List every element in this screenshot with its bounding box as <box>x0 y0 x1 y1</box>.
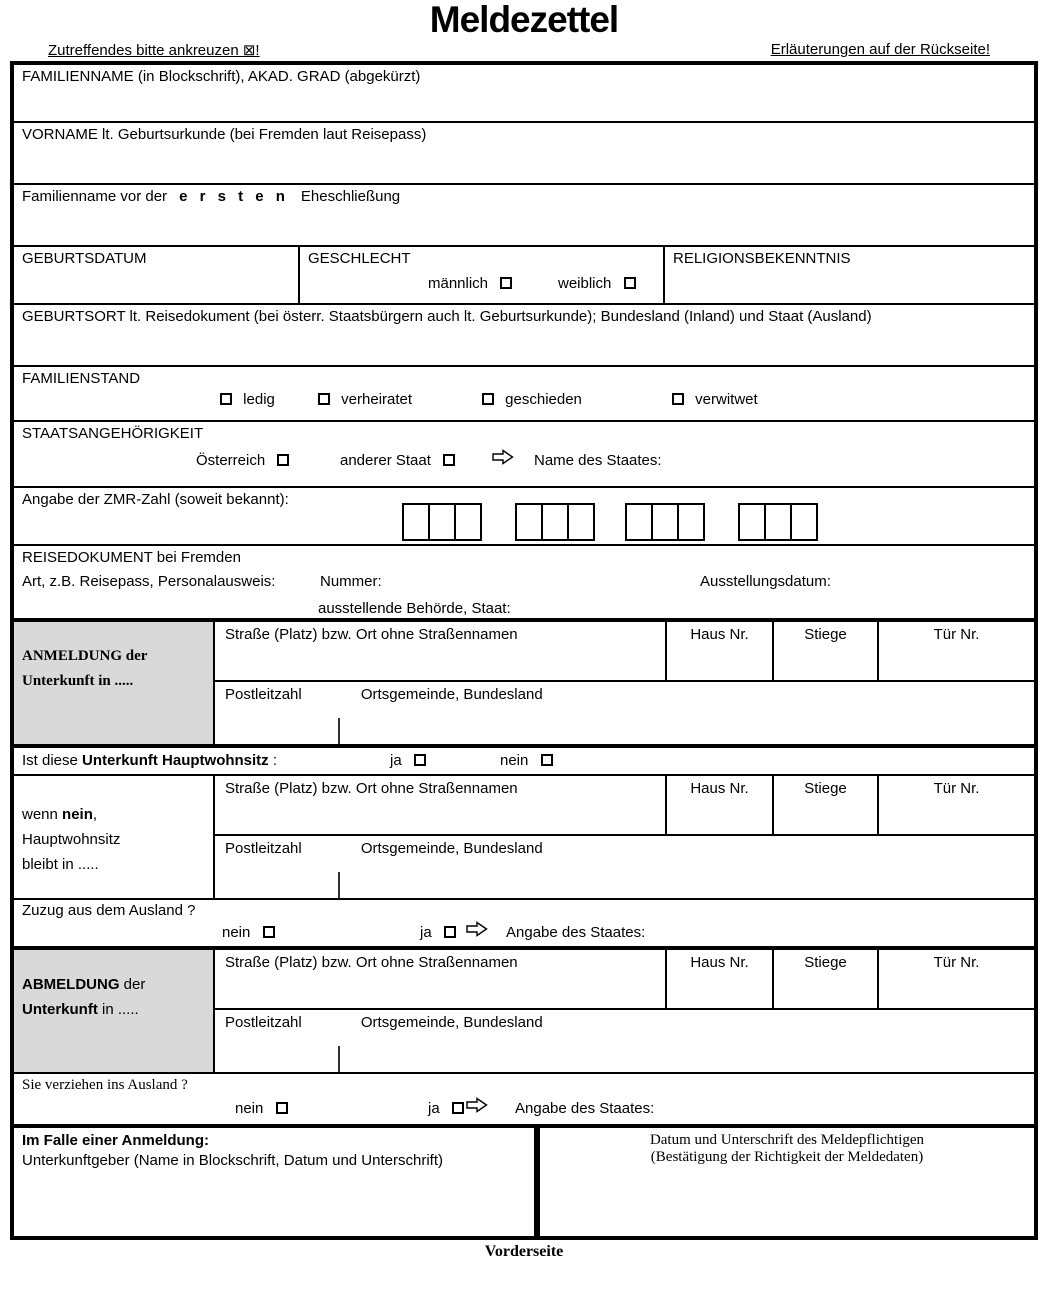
field-hauptwohnsitz-frage <box>14 744 1034 774</box>
field-zuzug-ausland <box>14 898 1034 946</box>
option-verziehen-nein: nein <box>235 1100 288 1117</box>
meldezettel-form <box>10 61 1038 1240</box>
option-verziehen-ja: ja <box>428 1100 464 1117</box>
section-abmeldung <box>14 946 1034 1072</box>
page-footer: Vorderseite <box>484 1243 564 1260</box>
zmr-digit-cell[interactable] <box>651 503 679 541</box>
tuer-nr-header: Tür Nr. <box>877 950 1034 1008</box>
familienname-label: FAMILIENNAME (in Blockschrift), AKAD. GRAD (abgekürzt) <box>22 68 421 85</box>
section-anmeldung <box>14 618 1034 744</box>
nummer-label: Nummer: <box>320 573 382 590</box>
option-zuzug-nein: nein <box>222 924 275 941</box>
haus-nr-header: Haus Nr. <box>665 622 772 680</box>
famvor-label: Familienname vor der e r s t e n Eheschließung <box>22 188 401 205</box>
checkbox-maennlich[interactable] <box>500 277 512 289</box>
option-hw-ja: ja <box>390 752 426 769</box>
tuer-nr-header: Tür Nr. <box>877 776 1034 834</box>
checkbox-zuzug-nein[interactable] <box>263 926 275 938</box>
reisedokument-label: REISEDOKUMENT bei Fremden <box>22 549 241 566</box>
religion-label: RELIGIONSBEKENNTNIS <box>673 250 851 267</box>
note-check-applicable: Zutreffendes bitte ankreuzen ⊠! <box>48 42 260 59</box>
option-oesterreich: Österreich <box>196 452 289 469</box>
stiege-header: Stiege <box>772 950 877 1008</box>
option-weiblich: weiblich <box>558 275 636 292</box>
meldepflichtiger-signature-box <box>534 1128 1034 1236</box>
option-anderer-staat: anderer Staat <box>340 452 455 469</box>
option-maennlich: männlich <box>428 275 512 292</box>
field-zmr-zahl <box>14 486 1034 544</box>
name-des-staates-label: Name des Staates: <box>534 452 662 469</box>
im-falle-anmeldung-label: Im Falle einer Anmeldung: <box>22 1132 209 1149</box>
option-verheiratet: verheiratet <box>318 391 412 408</box>
arrow-right-icon <box>492 449 514 466</box>
zmr-digit-cell[interactable] <box>625 503 653 541</box>
zuzug-question: Zuzug aus dem Ausland ? <box>22 902 196 919</box>
street-header: Straße (Platz) bzw. Ort ohne Straßennamen <box>225 626 518 643</box>
checkbox-hw-nein[interactable] <box>541 754 553 766</box>
header-notes <box>0 40 1048 61</box>
street-header: Straße (Platz) bzw. Ort ohne Straßennamen <box>225 954 518 971</box>
ausstellungsdatum-label: Ausstellungsdatum: <box>700 573 831 590</box>
anmeldung-signature-box <box>14 1128 534 1236</box>
checkbox-verheiratet[interactable] <box>318 393 330 405</box>
geburtsdatum-label: GEBURTSDATUM <box>22 250 147 267</box>
plz-divider <box>338 1046 340 1072</box>
field-reisedokument <box>14 544 1034 618</box>
option-zuzug-ja: ja <box>420 924 456 941</box>
row-geburtsdatum-geschlecht-religion <box>14 245 1034 303</box>
geburtsort-label: GEBURTSORT lt. Reisedokument (bei österr. Staatsbürgern auch lt. Geburtsurkunde); Bundesland (Inland) und Staat (Ausland) <box>22 308 872 325</box>
ort-header: Ortsgemeinde, Bundesland <box>360 1014 543 1031</box>
option-geschieden: geschieden <box>482 391 582 408</box>
checkbox-geschieden[interactable] <box>482 393 494 405</box>
section-signatures <box>14 1124 1034 1236</box>
option-hw-nein: nein <box>500 752 553 769</box>
datum-unterschrift-label: Datum und Unterschrift des Meldepflichtigen <box>649 1132 925 1148</box>
zmr-digit-cell[interactable] <box>515 503 543 541</box>
familienstand-label: FAMILIENSTAND <box>22 370 141 387</box>
unterkunftgeber-label: Unterkunftgeber (Name in Blockschrift, Datum und Unterschrift) <box>22 1152 443 1169</box>
zmr-digit-cell[interactable] <box>677 503 705 541</box>
field-vorname <box>14 121 1034 183</box>
ort-header: Ortsgemeinde, Bundesland <box>360 840 543 857</box>
checkbox-anderer-staat[interactable] <box>443 454 455 466</box>
checkbox-verwitwet[interactable] <box>672 393 684 405</box>
field-geschlecht <box>300 247 665 303</box>
field-geburtsdatum <box>14 247 300 303</box>
option-verwitwet: verwitwet <box>672 391 758 408</box>
stiege-header: Stiege <box>772 622 877 680</box>
vorname-label: VORNAME lt. Geburtsurkunde (bei Fremden laut Reisepass) <box>22 126 427 143</box>
plz-divider <box>338 872 340 898</box>
zmr-digit-cell[interactable] <box>738 503 766 541</box>
anmeldung-label: ANMELDUNG der Unterkunft in ..... <box>14 622 215 744</box>
haus-nr-header: Haus Nr. <box>665 776 772 834</box>
zmr-box-group <box>515 503 595 541</box>
note-explanations: Erläuterungen auf der Rückseite! <box>770 41 990 58</box>
checkbox-ledig[interactable] <box>220 393 232 405</box>
field-familienname <box>14 65 1034 121</box>
option-ledig: ledig <box>220 391 275 408</box>
wenn-nein-label: wenn nein, Hauptwohnsitz bleibt in ..... <box>14 776 215 898</box>
checkbox-zuzug-ja[interactable] <box>444 926 456 938</box>
zmr-box-group <box>402 503 482 541</box>
verziehen-staat-label: Angabe des Staates: <box>515 1100 655 1117</box>
arrow-right-icon <box>466 1097 488 1114</box>
zmr-digit-cell[interactable] <box>402 503 430 541</box>
street-header: Straße (Platz) bzw. Ort ohne Straßennamen <box>225 780 518 797</box>
field-verziehen-ausland <box>14 1072 1034 1124</box>
zmr-digit-cell[interactable] <box>428 503 456 541</box>
plz-divider <box>338 718 340 744</box>
checkbox-weiblich[interactable] <box>624 277 636 289</box>
arrow-right-icon <box>466 921 488 938</box>
checkbox-hw-ja[interactable] <box>414 754 426 766</box>
zmr-digit-cell[interactable] <box>541 503 569 541</box>
zmr-box-group <box>738 503 818 541</box>
behoerde-label: ausstellende Behörde, Staat: <box>318 600 511 617</box>
haus-nr-header: Haus Nr. <box>665 950 772 1008</box>
checkbox-oesterreich[interactable] <box>277 454 289 466</box>
ort-header: Ortsgemeinde, Bundesland <box>360 686 543 703</box>
field-religionsbekenntnis <box>665 247 1034 303</box>
zmr-digit-cell[interactable] <box>790 503 818 541</box>
zmr-digit-cell[interactable] <box>567 503 595 541</box>
field-staatsangehoerigkeit <box>14 420 1034 486</box>
hauptwohnsitz-question: Ist diese Unterkunft Hauptwohnsitz : <box>22 752 278 769</box>
plz-header: Postleitzahl <box>225 840 302 857</box>
verziehen-question: Sie verziehen ins Ausland ? <box>22 1077 188 1093</box>
page-title: Meldezettel <box>429 0 619 40</box>
geschlecht-label: GESCHLECHT <box>308 250 411 267</box>
checkbox-verziehen-ja[interactable] <box>452 1102 464 1114</box>
staatsangehoerigkeit-label: STAATSANGEHÖRIGKEIT <box>22 425 204 442</box>
checkbox-verziehen-nein[interactable] <box>276 1102 288 1114</box>
tuer-nr-header: Tür Nr. <box>877 622 1034 680</box>
abmeldung-label: ABMELDUNG der Unterkunft in ..... <box>14 950 215 1072</box>
reisedokument-art-label: Art, z.B. Reisepass, Personalausweis: <box>22 573 276 590</box>
plz-header: Postleitzahl <box>225 1014 302 1031</box>
zmr-digit-cell[interactable] <box>764 503 792 541</box>
plz-header: Postleitzahl <box>225 686 302 703</box>
zmr-digit-cell[interactable] <box>454 503 482 541</box>
field-familienname-vor-eheschliessung <box>14 183 1034 245</box>
zmr-label: Angabe der ZMR-Zahl (soweit bekannt): <box>22 491 289 508</box>
bestaetigung-label: (Bestätigung der Richtigkeit der Meldedaten) <box>650 1149 924 1165</box>
zuzug-staat-label: Angabe des Staates: <box>506 924 646 941</box>
zmr-box-group <box>625 503 705 541</box>
field-geburtsort <box>14 303 1034 365</box>
section-wenn-nein-hauptwohnsitz <box>14 774 1034 898</box>
field-familienstand <box>14 365 1034 420</box>
stiege-header: Stiege <box>772 776 877 834</box>
